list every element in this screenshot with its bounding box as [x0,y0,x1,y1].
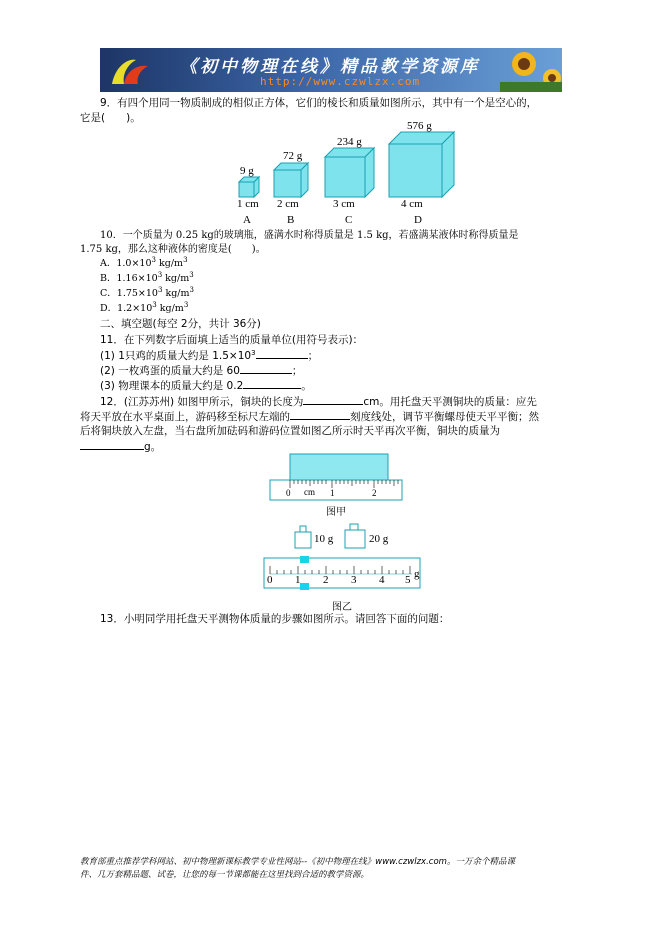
q11-stem: 11．在下列数字后面填上适当的质量单位(用符号表示)： [100,334,364,346]
cube-c-edge: 3 cm [333,198,355,210]
scale-unit: g [414,568,420,580]
site-banner [100,48,562,92]
q10-option-b: B．$1.16\times 10^3$ $kg/m^3$ [100,271,194,284]
q12-blank-length[interactable] [303,394,363,405]
q12-line1: 12．(江苏苏州) 如图甲所示，铜块的长度为 cm。用托盘天平测铜块的质量：应先 [100,396,537,408]
q10-option-d: D．$1.2\times 10^3$ $kg/m^3$ [100,301,189,314]
weight-20g [345,524,365,548]
q13-text: 13．小明同学用托盘天平测物体质量的步骤如图所示。请回答下面的问题： [100,613,450,625]
ruler-jia-tick-1: 1 [330,488,335,498]
q9-line1: 9．有四个用同一物质制成的相似正方体，它们的棱长和质量如图所示，其中有一个是空心的， [100,97,538,109]
scale-tick-2: 2 [323,574,329,586]
scale-tick-1: 1 [295,574,301,586]
cube-b-letter: B [287,214,295,226]
balance-yi-svg [262,522,424,600]
cube-c-mass: 234 g [337,136,362,148]
q10-option-c: C．$1.75\times 10^3$ $kg/m^3$ [100,286,194,299]
cube-d-mass: 576 g [407,120,432,132]
cube-d [389,132,454,197]
scale-tick-0: 0 [267,574,273,586]
banner-url[interactable]: http://www.czwlzx.com [260,75,421,88]
cube-d-edge: 4 cm [401,198,423,210]
footer-line2: 件、几万套精品题、试卷，让您的每一节课都能在这里找到合适的教学资源。 [80,870,370,880]
q11-blank-3[interactable] [243,378,301,389]
scale-tick-4: 4 [379,574,385,586]
footer-line1: 教育部重点推荐学科网站、初中物理新课标教学专业性网站--《初中物理在线》www.czwlzx.com。一万余个精品课 [80,857,515,867]
ruler-jia-unit: cm [304,487,315,497]
figure-jia [268,452,404,516]
q11-blank-1[interactable] [256,348,308,359]
q12-blank-zero-mark[interactable] [290,409,350,420]
q10-line2: 1.75 kg，那么这种液体的密度是( )。 [80,244,266,255]
weight-20g-label: 20 g [369,533,389,545]
cube-c [325,148,374,197]
cube-a [239,177,259,197]
cube-a-mass: 9 g [240,165,254,177]
q12-blank-mass[interactable] [80,439,144,450]
q9-line2: 它是( )。 [80,112,141,124]
sunflower-image [500,48,562,92]
section2-heading: 二、填空题(每空 2分，共计 36分) [100,318,261,330]
figure-yi-caption: 图乙 [332,602,352,613]
q10-option-a: A．$1.0\times 10^3$ $kg/m^3$ [100,256,188,269]
cube-a-edge: 1 cm [237,198,259,210]
weight-10g-label: 10 g [314,533,334,545]
cube-b [274,163,308,197]
figure-jia-caption: 图甲 [326,507,346,518]
q12-line4: g。 [80,439,161,454]
ruler-jia-tick-0: 0 [286,488,291,498]
cubes-figure [225,120,455,230]
q10-line1: 10．一个质量为 0.25 kg的玻璃瓶，盛满水时称得质量是 1.5 kg，若盛满某液体时称得质量是 [100,230,519,241]
ruler-jia-tick-2: 2 [372,488,377,498]
q11-blank-2[interactable] [240,363,292,374]
cube-a-letter: A [243,214,251,226]
cube-b-mass: 72 g [283,150,303,162]
banner-title: 《初中物理在线》精品教学资源库 [180,57,480,77]
q11-item-3: (3) 物理课本的质量大约是 0.2 。 [100,380,312,392]
figure-yi [262,522,424,614]
q11-item-1: (1) 1只鸡的质量大约是 $1.5\times 10^3$ ； [100,349,319,362]
cube-c-letter: C [345,214,353,226]
cube-d-letter: D [414,214,422,226]
q12-line2: 将天平放在水平桌面上，游码移至标尺左端的 刻度线处，调节平衡螺母使天平平衡；然 [80,411,539,423]
q12-line3: 后将铜块放入左盘，当右盘所加砝码和游码位置如图乙所示时天平再次平衡，铜块的质量为 [80,425,500,437]
scale-tick-5: 5 [405,574,411,586]
q11-item-2: (2) 一枚鸡蛋的质量大约是 60 ； [100,365,303,377]
weight-10g [295,526,311,548]
scale-tick-3: 3 [351,574,357,586]
cube-b-edge: 2 cm [277,198,299,210]
banner-logo [106,54,152,88]
